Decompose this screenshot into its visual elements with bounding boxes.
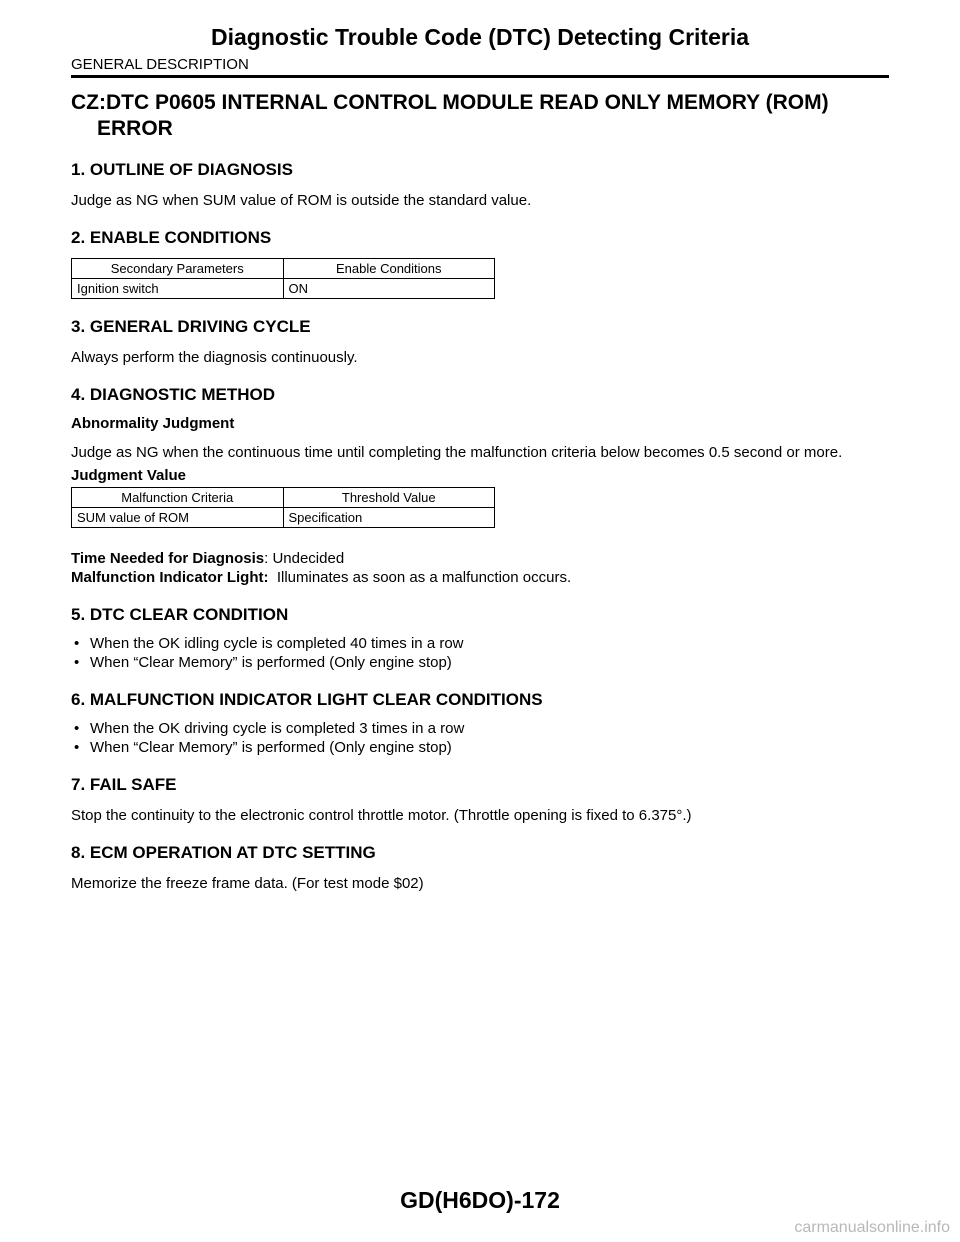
mil-label: Malfunction Indicator Light: [71, 569, 269, 586]
header-divider [71, 75, 889, 78]
diagnosis-details [71, 549, 889, 587]
driving-cycle-text: Always perform the diagnosis continuously. [71, 349, 358, 366]
table-cell: Ignition switch [72, 279, 284, 299]
mil-clear-list [71, 719, 889, 757]
time-needed-line [71, 549, 889, 568]
list-item [71, 738, 889, 757]
dtc-clear-list [71, 634, 889, 672]
dtc-heading: CZ:DTC P0605 INTERNAL CONTROL MODULE READ ONLY MEMORY (ROM) ERROR [71, 91, 829, 140]
list-item-text: When the OK driving cycle is completed 3 times in a row [90, 720, 465, 737]
list-item [71, 653, 889, 672]
list-item [71, 719, 889, 738]
bullet-icon: • [74, 635, 80, 652]
table-cell: ON [283, 279, 495, 299]
time-needed-value: : Undecided [264, 550, 345, 567]
outline-heading: 1. OUTLINE OF DIAGNOSIS [71, 160, 293, 179]
table-row [72, 279, 495, 299]
page-content [71, 90, 889, 893]
table-header-cell: Malfunction Criteria [72, 488, 284, 508]
ecm-operation-text: Memorize the freeze frame data. (For test mode $02) [71, 875, 424, 892]
bullet-icon: • [74, 654, 80, 671]
table-cell: Specification [283, 508, 495, 528]
page-code: GD(H6DO)-172 [400, 1187, 560, 1213]
outline-text: Judge as NG when SUM value of ROM is outside the standard value. [71, 192, 532, 209]
mil-value: Illuminates as soon as a malfunction occurs. [268, 569, 572, 586]
section-label: GENERAL DESCRIPTION [71, 56, 249, 73]
bullet-icon: • [74, 720, 80, 737]
abnormality-judgment-label: Abnormality Judgment [71, 415, 235, 432]
list-item-text: When the OK idling cycle is completed 40 times in a row [90, 635, 464, 652]
list-item [71, 634, 889, 653]
list-item-text: When “Clear Memory” is performed (Only engine stop) [90, 739, 452, 756]
driving-cycle-heading: 3. GENERAL DRIVING CYCLE [71, 317, 311, 336]
table-header-row [72, 488, 495, 508]
enable-conditions-heading: 2. ENABLE CONDITIONS [71, 228, 272, 247]
mil-line [71, 568, 889, 587]
mil-clear-heading: 6. MALFUNCTION INDICATOR LIGHT CLEAR CONDITIONS [71, 690, 543, 709]
table-header-row [72, 259, 495, 279]
abnormality-judgment-text: Judge as NG when the continuous time until completing the malfunction criteria below becomes 0.5 second or more. [71, 444, 843, 461]
bullet-icon: • [74, 739, 80, 756]
fail-safe-text: Stop the continuity to the electronic control throttle motor. (Throttle opening is fixed to 6.375°.) [71, 807, 692, 824]
time-needed-label: Time Needed for Diagnosis [71, 550, 265, 567]
table-header-cell: Enable Conditions [283, 259, 495, 279]
fail-safe-heading: 7. FAIL SAFE [71, 775, 177, 794]
judgment-value-label: Judgment Value [71, 467, 187, 484]
dtc-clear-heading: 5. DTC CLEAR CONDITION [71, 605, 289, 624]
table-header-cell: Threshold Value [283, 488, 495, 508]
diagnostic-method-heading: 4. DIAGNOSTIC METHOD [71, 385, 276, 404]
table-cell: SUM value of ROM [72, 508, 284, 528]
list-item-text: When “Clear Memory” is performed (Only engine stop) [90, 654, 452, 671]
page-title: Diagnostic Trouble Code (DTC) Detecting Criteria [211, 24, 749, 50]
table-row [72, 508, 495, 528]
enable-conditions-table [71, 258, 495, 299]
table-header-cell: Secondary Parameters [72, 259, 284, 279]
watermark-text: carmanualsonline.info [794, 1219, 950, 1236]
ecm-operation-heading: 8. ECM OPERATION AT DTC SETTING [71, 843, 376, 862]
judgment-value-table [71, 487, 495, 528]
